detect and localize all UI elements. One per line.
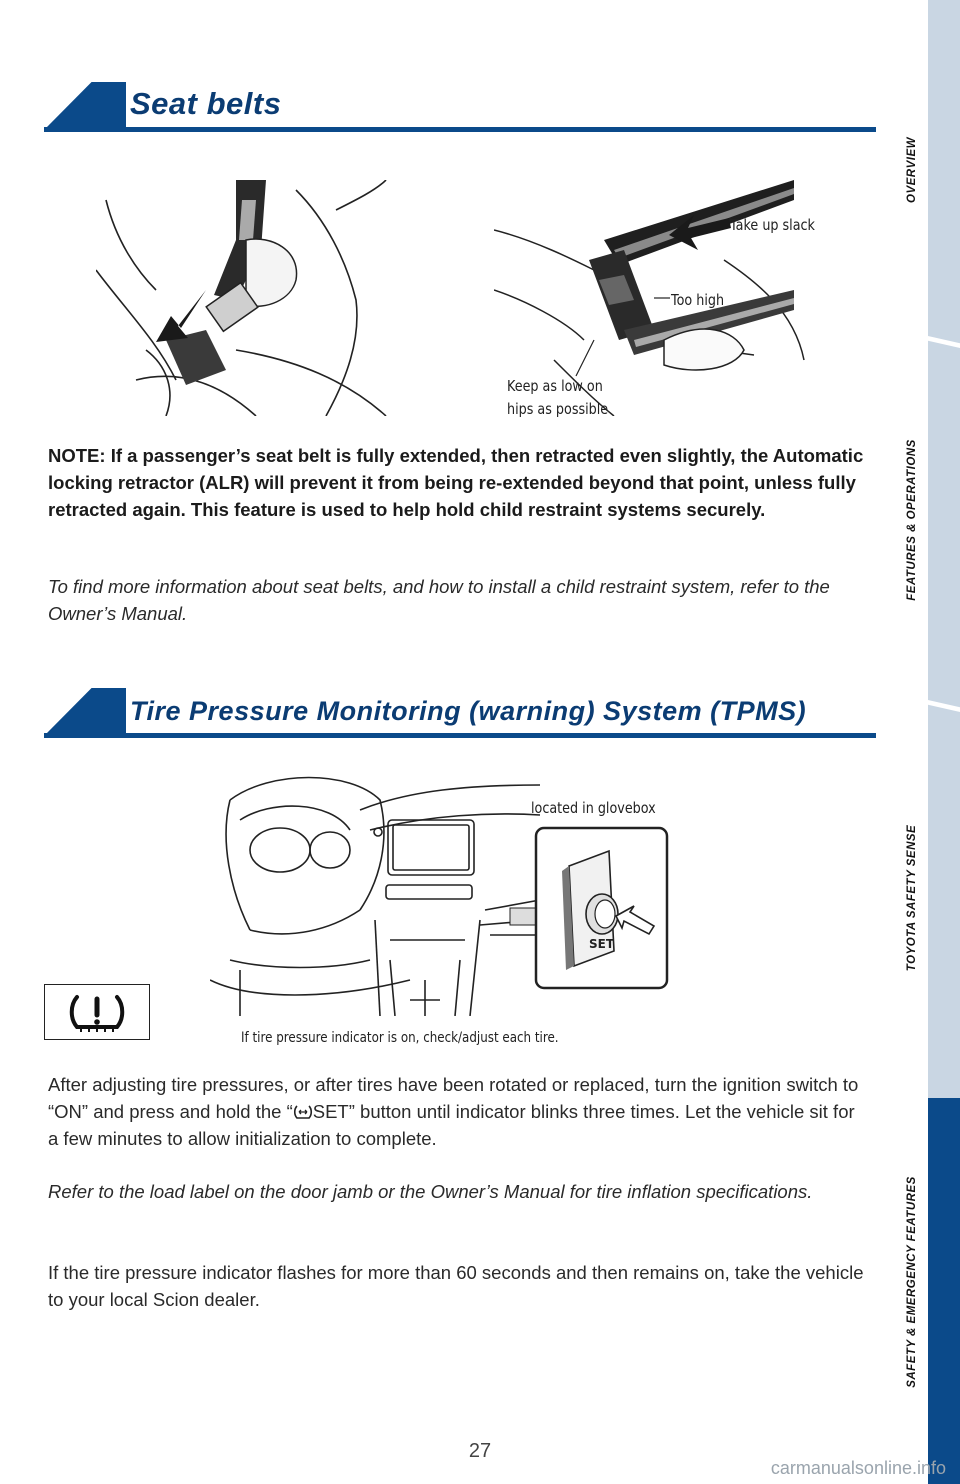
tpms-reset-paragraph xyxy=(48,1071,868,1152)
callout-keep-low-line1: Keep as low on xyxy=(507,377,603,395)
side-nav xyxy=(928,0,960,1484)
tpms-reset-text-before: After adjusting tire pressures, or after tires have been rotated or replaced, turn the ignition switch to “ON” and press and hold the “ xyxy=(48,1074,859,1122)
side-label-safety-sense: TOYOTA SAFETY SENSE xyxy=(906,824,918,972)
watermark: carmanualsonline.info xyxy=(770,1458,946,1478)
tpms-dealer-note: If the tire pressure indicator flashes for more than 60 seconds and then remains on, take the vehicle to your local Scion dealer. xyxy=(48,1262,864,1310)
header-tab-decoration xyxy=(44,82,126,130)
section-title: Tire Pressure Monitoring (warning) System (TPMS) xyxy=(130,696,807,726)
glovebox-inset xyxy=(534,826,669,990)
side-tab-safety-emergency[interactable] xyxy=(928,1098,960,1484)
glovebox-label: located in glovebox xyxy=(531,799,656,817)
callout-too-high: Too high xyxy=(671,291,725,309)
side-tab-features[interactable] xyxy=(928,352,960,704)
alr-note: NOTE: If a passenger’s seat belt is fully extended, then retracted even slightly, the Automatic locking retractor (ALR) will prevent it from being re-extended beyond that point, unless fully retracted again. This feature is used to help hold child restraint systems securely. xyxy=(48,445,864,520)
tpms-header xyxy=(44,688,876,738)
side-label-overview: OVERVIEW xyxy=(906,137,918,203)
seat-belts-header xyxy=(44,82,876,132)
tire-pressure-warning-icon xyxy=(45,985,149,1039)
tpms-caption: If tire pressure indicator is on, check/adjust each tire. xyxy=(241,1030,559,1046)
side-label-safety-emergency: SAFETY & EMERGENCY FEATURES xyxy=(906,1176,918,1388)
side-tab-safety-sense[interactable] xyxy=(928,716,960,1098)
header-rule xyxy=(44,127,876,132)
header-rule xyxy=(44,733,876,738)
page-number: 27 xyxy=(468,1440,492,1462)
callout-take-up-slack: Take up slack xyxy=(730,216,815,234)
side-tab-overview[interactable] xyxy=(928,0,960,340)
tpms-indicator-box xyxy=(44,984,150,1040)
set-button-text: SET xyxy=(589,937,615,951)
tpms-set-inline-icon xyxy=(293,1103,313,1121)
seatbelt-buckle-illustration xyxy=(96,180,392,416)
tpms-load-label-note: Refer to the load label on the door jamb or the Owner’s Manual for tire inflation specifications. xyxy=(48,1181,813,1202)
section-title: Seat belts xyxy=(130,86,282,121)
side-label-features: FEATURES & OPERATIONS xyxy=(906,439,918,601)
seatbelt-more-info: To find more information about seat belts, and how to install a child restraint system, refer to the Owner’s Manual. xyxy=(48,576,830,624)
callout-keep-low-line2: hips as possible xyxy=(507,400,609,418)
header-tab-decoration xyxy=(44,688,126,736)
tpms-reset-text-after: SET” button until indicator blinks three times. Let the vehicle sit for a few minutes to allow initialization to complete. xyxy=(48,1101,855,1149)
